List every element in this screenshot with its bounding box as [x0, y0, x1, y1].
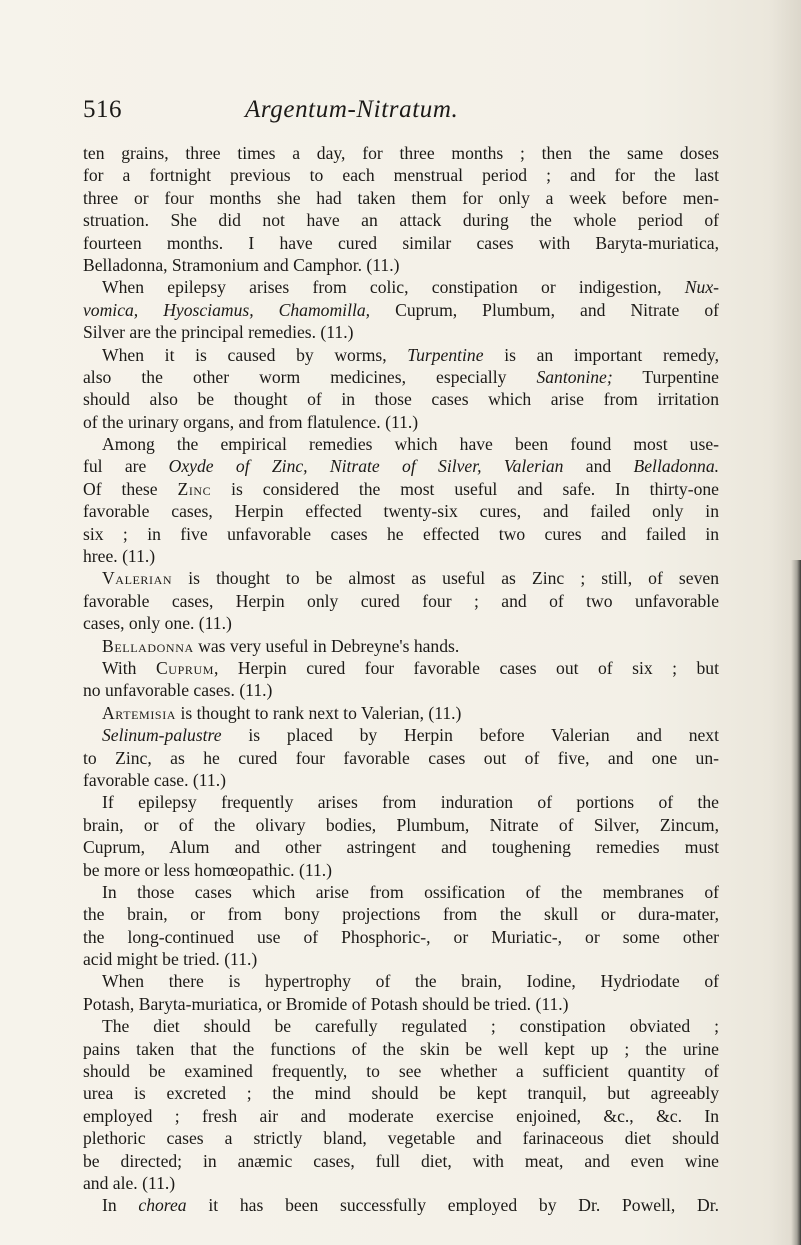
text-line: In those cases which arise from ossification of the membranes of — [102, 881, 719, 902]
text-line: Of these Zinc is considered the most useful and safe. In thirty-one — [83, 478, 719, 499]
text-line: Silver are the principal remedies. (11.) — [83, 322, 354, 343]
text-line: urea is excreted ; the mind should be kept tranquil, but agreeably — [83, 1083, 719, 1104]
text-line: of the urinary organs, and from flatulence. (11.) — [83, 411, 419, 432]
text-line: Potash, Baryta-muriatica, or Bromide of Potash should be tried. (11.) — [83, 993, 569, 1014]
text-line: favorable cases, Herpin only cured four ; and of two unfavorable — [83, 590, 719, 611]
text-line: The diet should be carefully regulated ; constipation obviated ; — [102, 1016, 719, 1037]
remedy-name: Turpentine — [407, 344, 484, 365]
text-line: Selinum-palustre is placed by Herpin before Valerian and next — [102, 725, 719, 746]
disease-name: chorea — [138, 1195, 187, 1216]
text-line: the long-continued use of Phosphoric-, or Muriatic-, or some other — [83, 926, 719, 947]
text-line: no unfavorable cases. (11.) — [83, 680, 273, 701]
remedy-name: Nux- — [684, 277, 719, 298]
text-line: ten grains, three times a day, for three months ; then the same doses — [83, 143, 719, 163]
text-line: struation. She did not have an attack during the whole period of — [83, 210, 719, 231]
text-line: In chorea it has been successfully employed by Dr. Powell, Dr. — [102, 1195, 719, 1216]
text-line: When there is hypertrophy of the brain, Iodine, Hydriodate of — [102, 971, 719, 992]
page-title: Argentum-Nitratum. — [245, 96, 459, 123]
text-line: be directed; in anæmic cases, full diet, with meat, and even wine — [83, 1150, 719, 1171]
text-line: fourteen months. I have cured similar cases with Baryta-muriatica, — [83, 232, 719, 253]
text-line: Belladonna, Stramonium and Camphor. (11.) — [83, 254, 400, 275]
text-line: pains taken that the functions of the skin be well kept up ; the urine — [83, 1038, 719, 1059]
text-line: Artemisia is thought to rank next to Valerian, (11.) — [102, 702, 462, 723]
body-text — [83, 142, 719, 1217]
remedy-name: Artemisia — [102, 702, 177, 723]
text-line: With Cuprum, Herpin cured four favorable cases out of six ; but — [102, 657, 719, 678]
page-edge-shadow — [791, 560, 801, 1245]
text-line: When epilepsy arises from colic, constipation or indigestion, Nux- — [102, 277, 719, 298]
text-line: If epilepsy frequently arises from induration of portions of the — [102, 792, 719, 813]
text-line: When it is caused by worms, Turpentine is an important remedy, — [102, 344, 719, 365]
text-line: also the other worm medicines, especially Santonine; Turpentine — [83, 366, 719, 387]
remedy-name: Belladonna — [102, 635, 194, 656]
text-line: the brain, or from bony projections from the skull or dura-mater, — [83, 904, 719, 925]
text-line: plethoric cases a strictly bland, vegetable and farinaceous diet should — [83, 1128, 719, 1149]
text-line: vomica, Hyosciamus, Chamomilla, Cuprum, Plumbum, and Nitrate of — [83, 299, 719, 320]
remedy-name: Cuprum — [155, 657, 214, 678]
text-line: should also be thought of in those cases which arise from irritation — [83, 389, 719, 410]
remedy-name: Selinum-palustre — [102, 725, 222, 746]
remedy-name: Valerian — [102, 568, 173, 589]
text-line: Belladonna was very useful in Debreyne's hands. — [102, 635, 460, 656]
text-line: Valerian is thought to be almost as useful as Zinc ; still, of seven — [102, 568, 719, 589]
remedy-name: Santonine; — [536, 366, 613, 387]
text-line: brain, or of the olivary bodies, Plumbum, Nitrate of Silver, Zincum, — [83, 814, 719, 835]
text-line: be more or less homœopathic. (11.) — [83, 859, 333, 880]
text-line: ful are Oxyde of Zinc, Nitrate of Silver, Valerian and Belladonna. — [83, 456, 720, 477]
text-line: favorable case. (11.) — [83, 769, 226, 790]
text-line: should be examined frequently, to see whether a sufficient quantity of — [83, 1061, 719, 1082]
text-line: to Zinc, as he cured four favorable cases out of five, and one un- — [83, 747, 719, 768]
text-line: employed ; fresh air and moderate exercise enjoined, &c., &c. In — [83, 1105, 719, 1126]
text-line: for a fortnight previous to each menstrual period ; and for the last — [83, 165, 719, 186]
running-head — [83, 96, 723, 130]
text-line: Among the empirical remedies which have been found most use- — [102, 434, 719, 455]
text-line: and ale. (11.) — [83, 1172, 176, 1193]
page-number: 516 — [83, 96, 122, 123]
text-line: cases, only one. (11.) — [83, 613, 232, 634]
text-line: Cuprum, Alum and other astringent and toughening remedies must — [83, 837, 719, 858]
text-line: hree. (11.) — [83, 546, 156, 567]
text-line: favorable cases, Herpin effected twenty-six cures, and failed only in — [83, 501, 719, 522]
text-line: six ; in five unfavorable cases he effected two cures and failed in — [83, 523, 719, 544]
text-line: three or four months she had taken them for only a week before men- — [83, 187, 719, 208]
remedy-name: Zinc — [177, 478, 212, 499]
text-line: acid might be tried. (11.) — [83, 949, 258, 970]
